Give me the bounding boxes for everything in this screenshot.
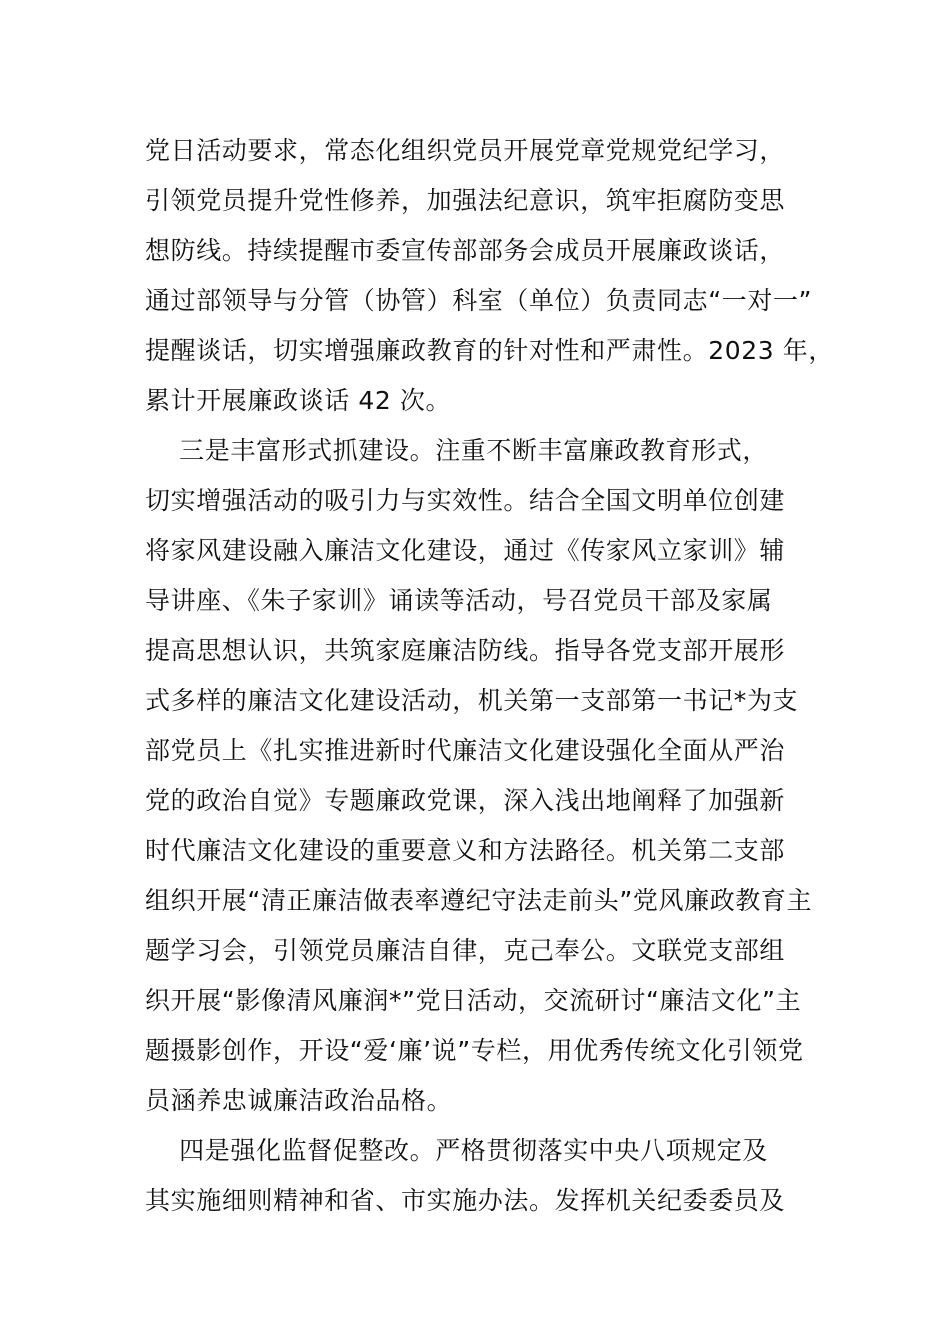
- text-line: 党的政治自觉》专题廉政党课，深入浅出地阐释了加强新: [145, 786, 786, 815]
- text-line: 想防线。持续提醒市委宣传部部务会成员开展廉政谈话，: [145, 236, 786, 265]
- body-text: [145, 126, 834, 1226]
- text-line: 题学习会，引领党员廉洁自律，克己奉公。文联党支部组: [145, 936, 786, 965]
- text-line: 通过部领导与分管（协管）科室（单位）负责同志“一对一”: [145, 286, 813, 315]
- text-line: 式多样的廉洁文化建设活动，机关第一支部第一书记*为支: [145, 686, 799, 715]
- text-line: 将家风建设融入廉洁文化建设，通过《传家风立家训》辅: [145, 536, 786, 565]
- text-line: 提高思想认识，共筑家庭廉洁防线。指导各党支部开展形: [145, 636, 786, 665]
- text-line: 四是强化监督促整改。严格贯彻落实中央八项规定及: [145, 1136, 768, 1165]
- text-line: 其实施细则精神和省、市实施办法。发挥机关纪委委员及: [145, 1186, 786, 1215]
- text-line: 提醒谈话，切实增强廉政教育的针对性和严肃性。2023 年，: [145, 336, 834, 365]
- text-line: 切实增强活动的吸引力与实效性。结合全国文明单位创建: [145, 486, 786, 515]
- text-line: 组织开展“清正廉洁做表率遵纪守法走前头”党风廉政教育主: [145, 886, 813, 915]
- text-line: 部党员上《扎实推进新时代廉洁文化建设强化全面从严治: [145, 736, 786, 765]
- text-line: 员涵养忠诚廉洁政治品格。: [145, 1086, 453, 1115]
- text-line: 时代廉洁文化建设的重要意义和方法路径。机关第二支部: [145, 836, 786, 865]
- text-line: 题摄影创作，开设“爱‘廉’说”专栏，用优秀传统文化引领党: [145, 1036, 804, 1065]
- text-line: 织开展“影像清风廉润*”党日活动，交流研讨“廉洁文化”主: [145, 986, 802, 1015]
- text-line: 导讲座、《朱子家训》诵读等活动，号召党员干部及家属: [145, 586, 773, 615]
- text-line: 引领党员提升党性修养，加强法纪意识，筑牢拒腐防变思: [145, 186, 786, 215]
- text-line: 累计开展廉政谈话 42 次。: [145, 386, 452, 415]
- text-line: 三是丰富形式抓建设。注重不断丰富廉政教育形式，: [145, 436, 768, 465]
- text-line: 党日活动要求，常态化组织党员开展党章党规党纪学习，: [145, 136, 786, 165]
